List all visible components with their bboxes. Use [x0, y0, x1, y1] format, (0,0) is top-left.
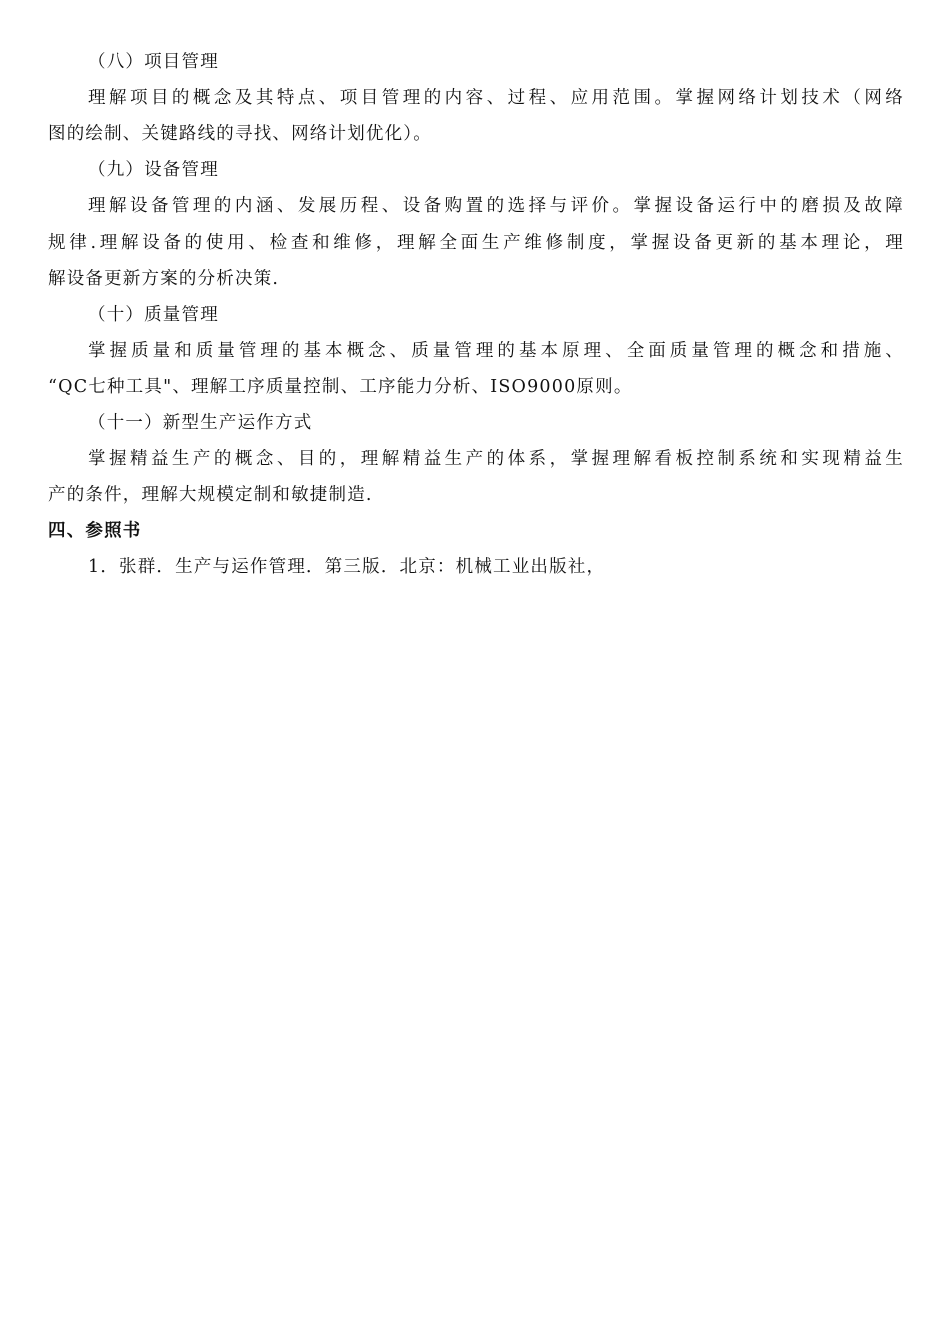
paragraph-line: 掌握质量和质量管理的基本概念、质量管理的基本原理、全面质量管理的概念和措施、 [88, 341, 904, 361]
paragraph-line: 规律.理解设备的使用、检查和维修，理解全面生产维修制度，掌握设备更新的基本理论，理 [48, 233, 904, 253]
paragraph-line: “QC七种工具"、理解工序质量控制、工序能力分析、ISO9000原则。 [48, 377, 633, 397]
reference-item: 1．张群．生产与运作管理．第三版．北京：机械工业出版社， [88, 557, 606, 577]
paragraph-line: 解设备更新方案的分析决策. [48, 269, 280, 289]
section-heading-quality-management: （十）质量管理 [88, 305, 219, 325]
paragraph-line: 掌握精益生产的概念、目的，理解精益生产的体系，掌握理解看板控制系统和实现精益生 [88, 449, 904, 469]
paragraph-line: 理解设备管理的内涵、发展历程、设备购置的选择与评价。掌握设备运行中的磨损及故障 [88, 196, 904, 216]
paragraph-line: 图的绘制、关键路线的寻找、网络计划优化）。 [48, 124, 432, 144]
paragraph-line: 产的条件，理解大规模定制和敏捷制造. [48, 485, 373, 505]
references-title: 四、参照书 [48, 521, 142, 541]
section-heading-equipment-management: （九）设备管理 [88, 160, 219, 180]
section-heading-new-production-modes: （十一）新型生产运作方式 [88, 413, 313, 433]
section-heading-project-management: （八）项目管理 [88, 52, 219, 72]
paragraph-line: 理解项目的概念及其特点、项目管理的内容、过程、应用范围。掌握网络计划技术（网络 [88, 88, 904, 108]
